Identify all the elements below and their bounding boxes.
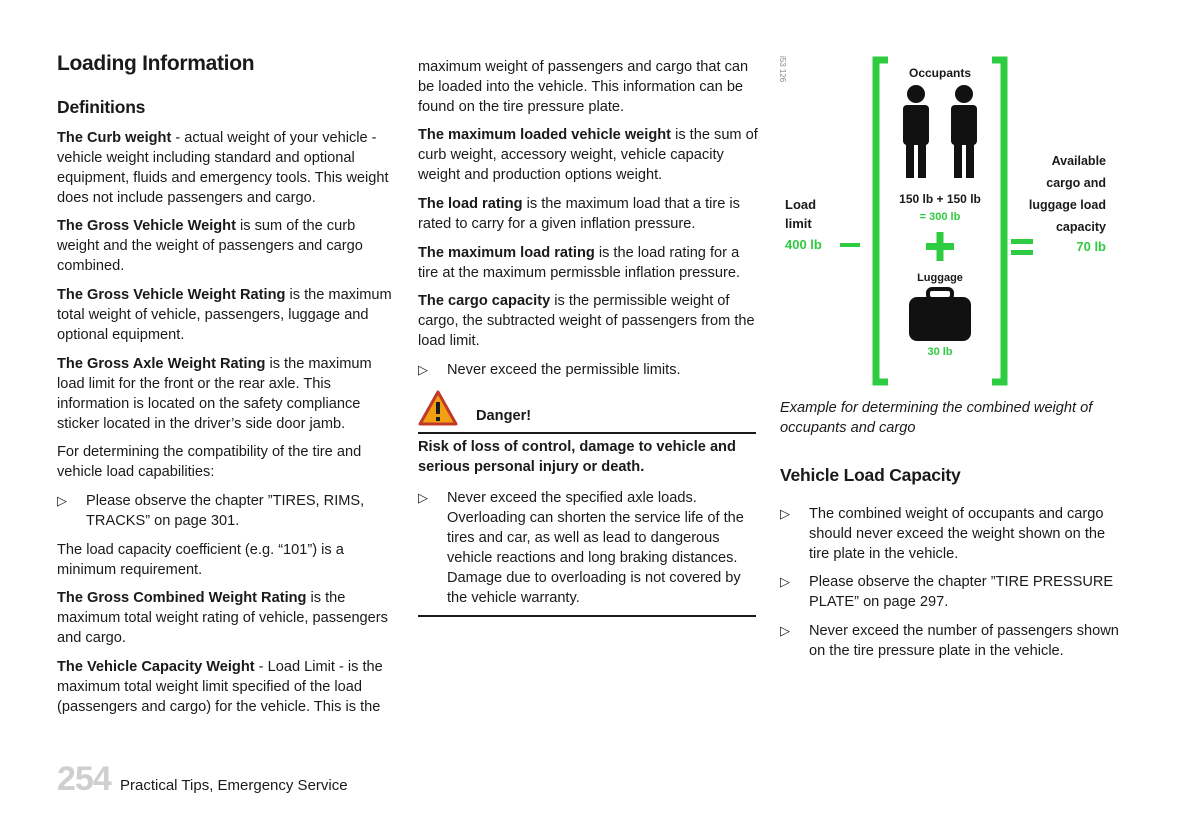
curb-weight-definition bbox=[57, 128, 397, 208]
gawr-definition bbox=[57, 354, 397, 434]
occupant-weights: 150 lb + 150 lb bbox=[899, 192, 981, 206]
luggage-weight: 30 lb bbox=[927, 346, 953, 358]
cargo-capacity-definition bbox=[418, 291, 758, 351]
triangle-bullet-icon: ▷ bbox=[418, 490, 428, 505]
triangle-bullet-icon: ▷ bbox=[780, 574, 790, 589]
minus-icon bbox=[840, 243, 860, 247]
bullet-text: Never exceed the number of passengers shown on the tire pressure plate in the vehicle. bbox=[809, 623, 1119, 659]
danger-label: Danger! bbox=[476, 408, 532, 424]
definition-text: - Load Limit - is the maximum total weight limit specified of the load (passengers and cargo) for the vehicle. This is the bbox=[57, 659, 383, 715]
term: The maximum loaded vehicle weight bbox=[418, 127, 672, 143]
vehicle-load-capacity-heading: Vehicle Load Capacity bbox=[780, 465, 961, 485]
term: The Vehicle Capacity Weight bbox=[57, 659, 255, 675]
definition-text: is the maximum total weight rating of vehicle, passengers and cargo. bbox=[57, 590, 388, 646]
load-limit-label: Load bbox=[785, 197, 817, 212]
available-label-2: cargo and bbox=[1046, 176, 1106, 190]
page-title: Loading Information bbox=[57, 52, 255, 75]
occupants-label: Occupants bbox=[908, 66, 972, 80]
bullet-text: Please observe the chapter ”TIRES, RIMS, TRACKS” on page 301. bbox=[86, 493, 365, 529]
occupant-total: = 300 lb bbox=[919, 211, 961, 223]
danger-heading: Risk of loss of control, damage to vehicle and serious personal injury or death. bbox=[418, 439, 736, 475]
danger-top-rule bbox=[418, 432, 756, 434]
bullet-passengers bbox=[780, 621, 1120, 661]
definition-text: is the sum of curb weight, accessory weight, vehicle capacity weight and production options weight. bbox=[418, 127, 758, 183]
bullet-text: The combined weight of occupants and cargo should never exceed the weight shown on the tire plate in the vehicle. bbox=[809, 506, 1106, 562]
term: The Gross Vehicle Weight Rating bbox=[57, 287, 286, 303]
coefficient-text: The load capacity coefficient (e.g. “101”) is a minimum requirement. bbox=[57, 542, 344, 578]
definition-text: is the maximum load that a tire is rated to carry for a given inflation pressure. bbox=[418, 196, 740, 232]
definition-text: is sum of the curb weight and the weight of passengers and cargo combined. bbox=[57, 218, 363, 274]
load-limit-label-2: limit bbox=[785, 216, 812, 231]
term: The cargo capacity bbox=[418, 293, 551, 309]
available-label-3: luggage load bbox=[1028, 198, 1106, 212]
bullet-combined-weight bbox=[780, 504, 1120, 564]
available-label-1: Available bbox=[1051, 154, 1106, 168]
load-rating-definition bbox=[418, 194, 758, 234]
term: The Gross Axle Weight Rating bbox=[57, 356, 266, 372]
danger-bottom-rule bbox=[418, 615, 756, 617]
term: The Gross Combined Weight Rating bbox=[57, 590, 307, 606]
plus-icon bbox=[926, 232, 954, 261]
danger-header bbox=[418, 388, 758, 436]
triangle-bullet-icon: ▷ bbox=[780, 623, 790, 638]
term: The Curb weight bbox=[57, 130, 172, 146]
gvw-definition bbox=[57, 216, 397, 276]
compatibility-text: For determining the compatibility of the tire and vehicle load capabilities: bbox=[57, 444, 362, 480]
vcw-definition bbox=[57, 657, 397, 717]
max-load-rating-definition bbox=[418, 243, 758, 283]
term: The maximum load rating bbox=[418, 245, 595, 261]
left-bracket bbox=[876, 60, 888, 382]
figure-caption: Example for determining the combined weight of occupants and cargo bbox=[780, 400, 1093, 436]
available-value: 70 lb bbox=[1076, 239, 1106, 254]
gvwr-definition bbox=[57, 285, 397, 345]
definition-text: is the load rating for a tire at the maximum permissble inflation pressure. bbox=[418, 245, 740, 281]
page-number: 254 bbox=[57, 760, 111, 798]
bullet-limits bbox=[418, 360, 758, 380]
definitions-heading: Definitions bbox=[57, 97, 146, 117]
bullet-text: Please observe the chapter ”TIRE PRESSURE PLATE” on page 297. bbox=[809, 574, 1114, 610]
luggage-label: Luggage bbox=[917, 272, 963, 284]
mlvw-definition bbox=[418, 125, 758, 185]
bullet-text: Never exceed the specified axle loads. Overloading can shorten the service life of the tires and car, as well as lead to dangerous vehicle reactions and long braking distances. Damage due to overloading is not covered by the vehicle warranty. bbox=[447, 490, 744, 606]
warning-triangle-icon bbox=[418, 390, 458, 426]
available-label-4: capacity bbox=[1055, 220, 1106, 234]
danger-bullet bbox=[418, 488, 758, 608]
triangle-bullet-icon: ▷ bbox=[57, 493, 67, 508]
load-diagram bbox=[780, 52, 1115, 387]
term: The load rating bbox=[418, 196, 523, 212]
load-limit-value: 400 lb bbox=[785, 237, 822, 252]
suitcase-icon bbox=[909, 289, 971, 341]
vcw-continuation: maximum weight of passengers and cargo that can be loaded into the vehicle. This information can be found on the tire pressure plate. bbox=[418, 59, 749, 115]
term: The Gross Vehicle Weight bbox=[57, 218, 236, 234]
definition-text: is the maximum load limit for the front or the rear axle. This information is located on the safety compliance sticker located in the driver’s side door jamb. bbox=[57, 356, 372, 432]
person-icon bbox=[903, 85, 929, 178]
bullet-text: Never exceed the permissible limits. bbox=[447, 362, 681, 378]
bullet-tire-pressure-plate bbox=[780, 572, 1120, 612]
triangle-bullet-icon: ▷ bbox=[780, 506, 790, 521]
load-diagram-graphic bbox=[780, 52, 1115, 387]
figure-code: i53 126 bbox=[778, 56, 787, 83]
definition-text: is the permissible weight of cargo, the subtracted weight of passengers from the load limit. bbox=[418, 293, 755, 349]
person-icon bbox=[951, 85, 977, 178]
equals-icon bbox=[1011, 239, 1033, 255]
definition-text: - actual weight of your vehicle - vehicle weight including standard and optional equipment, fluids and emergency tools. This weight does not include passengers and cargo. bbox=[57, 130, 389, 206]
gcwr-definition bbox=[57, 588, 397, 648]
definition-text: is the maximum total weight of vehicle, passengers, luggage and optional equipment. bbox=[57, 287, 392, 343]
triangle-bullet-icon: ▷ bbox=[418, 362, 428, 377]
bullet-tires-chapter bbox=[57, 491, 397, 531]
right-bracket bbox=[992, 60, 1004, 382]
footer-section: Practical Tips, Emergency Service bbox=[120, 777, 348, 794]
